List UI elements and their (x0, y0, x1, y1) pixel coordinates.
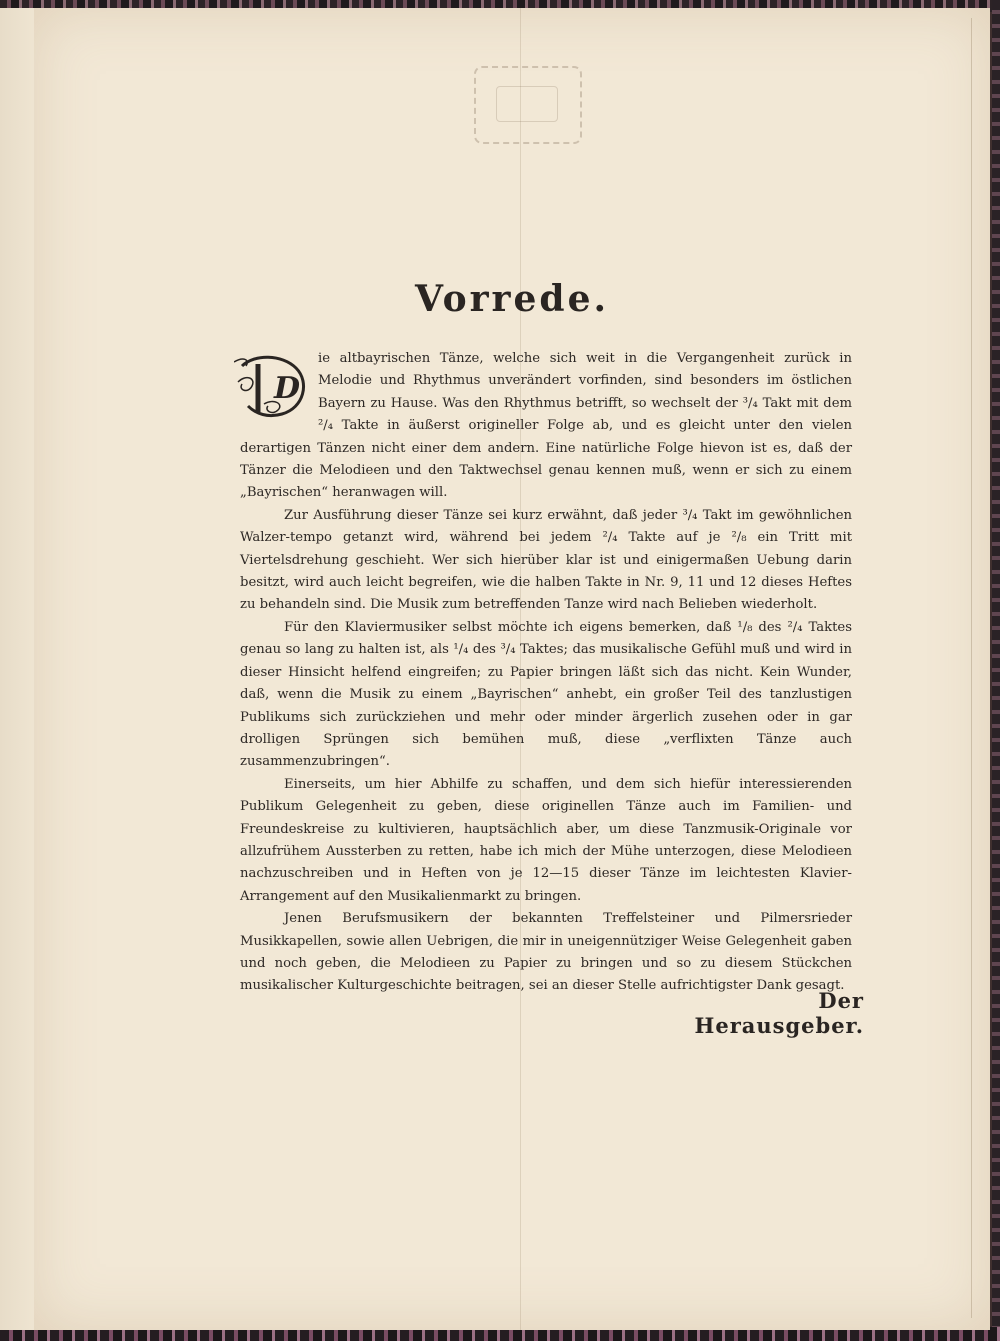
paragraph-4: Einerseits, um hier Abhilfe zu schaffen, und dem sich hiefür interessierenden Publikum Gelegenheit zu geben, diese originellen Tänze auch im Familien- und Freundeskreise zu kultivieren, hauptsächlich aber, um diese Tanzmusik-Originale vor allzufrühem Aussterben zu retten, habe ich mich der Mühe unterzogen, diese Melodieen nachzuschreiben und in Heften von je 12—15 dieser Tänze im leichtesten Klavier-Arrangement auf den Musikalienmarkt zu bringen. (240, 776, 852, 904)
page-edge-line (971, 18, 972, 1318)
ornamental-initial (234, 352, 312, 422)
signature: Der Herausgeber. (694, 988, 864, 1038)
ornate-initial-d-icon (234, 352, 312, 422)
paragraph-1 (240, 348, 852, 505)
marbled-cover-right (992, 0, 1000, 1341)
page-title: Vorrede. (414, 278, 610, 320)
paragraph-2: Zur Ausführung dieser Tänze sei kurz erwähnt, daß jeder ³/₄ Takt im gewöhnlichen Walzer-tempo getanzt wird, während bei jedem ²/₄ Takte auf je ²/₈ ein Tritt mit Viertelsdrehung geschieht. Wer sich hierüber klar ist und einigermaßen Uebung darin besitzt, wird auch leicht begreifen, wie die halben Takte in Nr. 9, 11 und 12 dieses Heftes zu behandeln sind. Die Musik zum betreffenden Tanze wird nach Belieben wiederholt. (240, 507, 852, 613)
svg-text:D: D (274, 371, 301, 406)
previous-page-edge (0, 8, 37, 1330)
library-stamp-faded (474, 66, 582, 144)
preface-body (240, 348, 852, 998)
paragraph-5: Jenen Berufsmusikern der bekannten Treffelsteiner und Pilmersrieder Musikkapellen, sowie allen Uebrigen, die mir in uneigennütziger Weise Gelegenheit gaben und noch geben, die Melodieen zu Papier zu bringen und so zu diesem Stückchen musikalischer Kulturgeschichte beitragen, sei an dieser Stelle aufrichtigster Dank gesagt. (240, 911, 852, 994)
paragraph-text: ie altbayrischen Tänze, welche sich weit in die Vergangenheit zurück in Melodie und Rhythmus unverändert vorfinden, sind besonders im östlichen Bayern zu Hause. Was den Rhythmus betrifft, so wechselt der ³/₄ Takt mit dem ²/₄ Takte in äußerst origineller Folge ab, und es gleicht unter den vielen derartigen Tänzen nicht einer dem andern. Eine natürliche Folge hievon ist es, daß der Tänzer die Melodieen und den Taktwechsel genau kennen muß, wenn er sich zu einem „Bayrischen“ heranwagen will. (240, 351, 852, 501)
paragraph-3: Für den Klaviermusiker selbst möchte ich eigens bemerken, daß ¹/₈ des ²/₄ Taktes genau so lang zu halten ist, als ¹/₄ des ³/₄ Taktes; das musikalische Gefühl muß und wird in dieser Hinsicht helfend eingreifen; zu Papier bringen läßt sich das nicht. Kein Wunder, daß, wenn die Musik zu einem „Bayrischen“ anhebt, ein großer Teil des tanzlustigen Publikums sich zurückziehen und mehr oder minder ärgerlich zusehen oder in gar drolligen Sprüngen sich bemühen muß, diese „verflixten Tänze auch zusammenzubringen“. (240, 619, 852, 770)
document-page (34, 8, 990, 1330)
stamp-inner-frame (496, 86, 558, 122)
